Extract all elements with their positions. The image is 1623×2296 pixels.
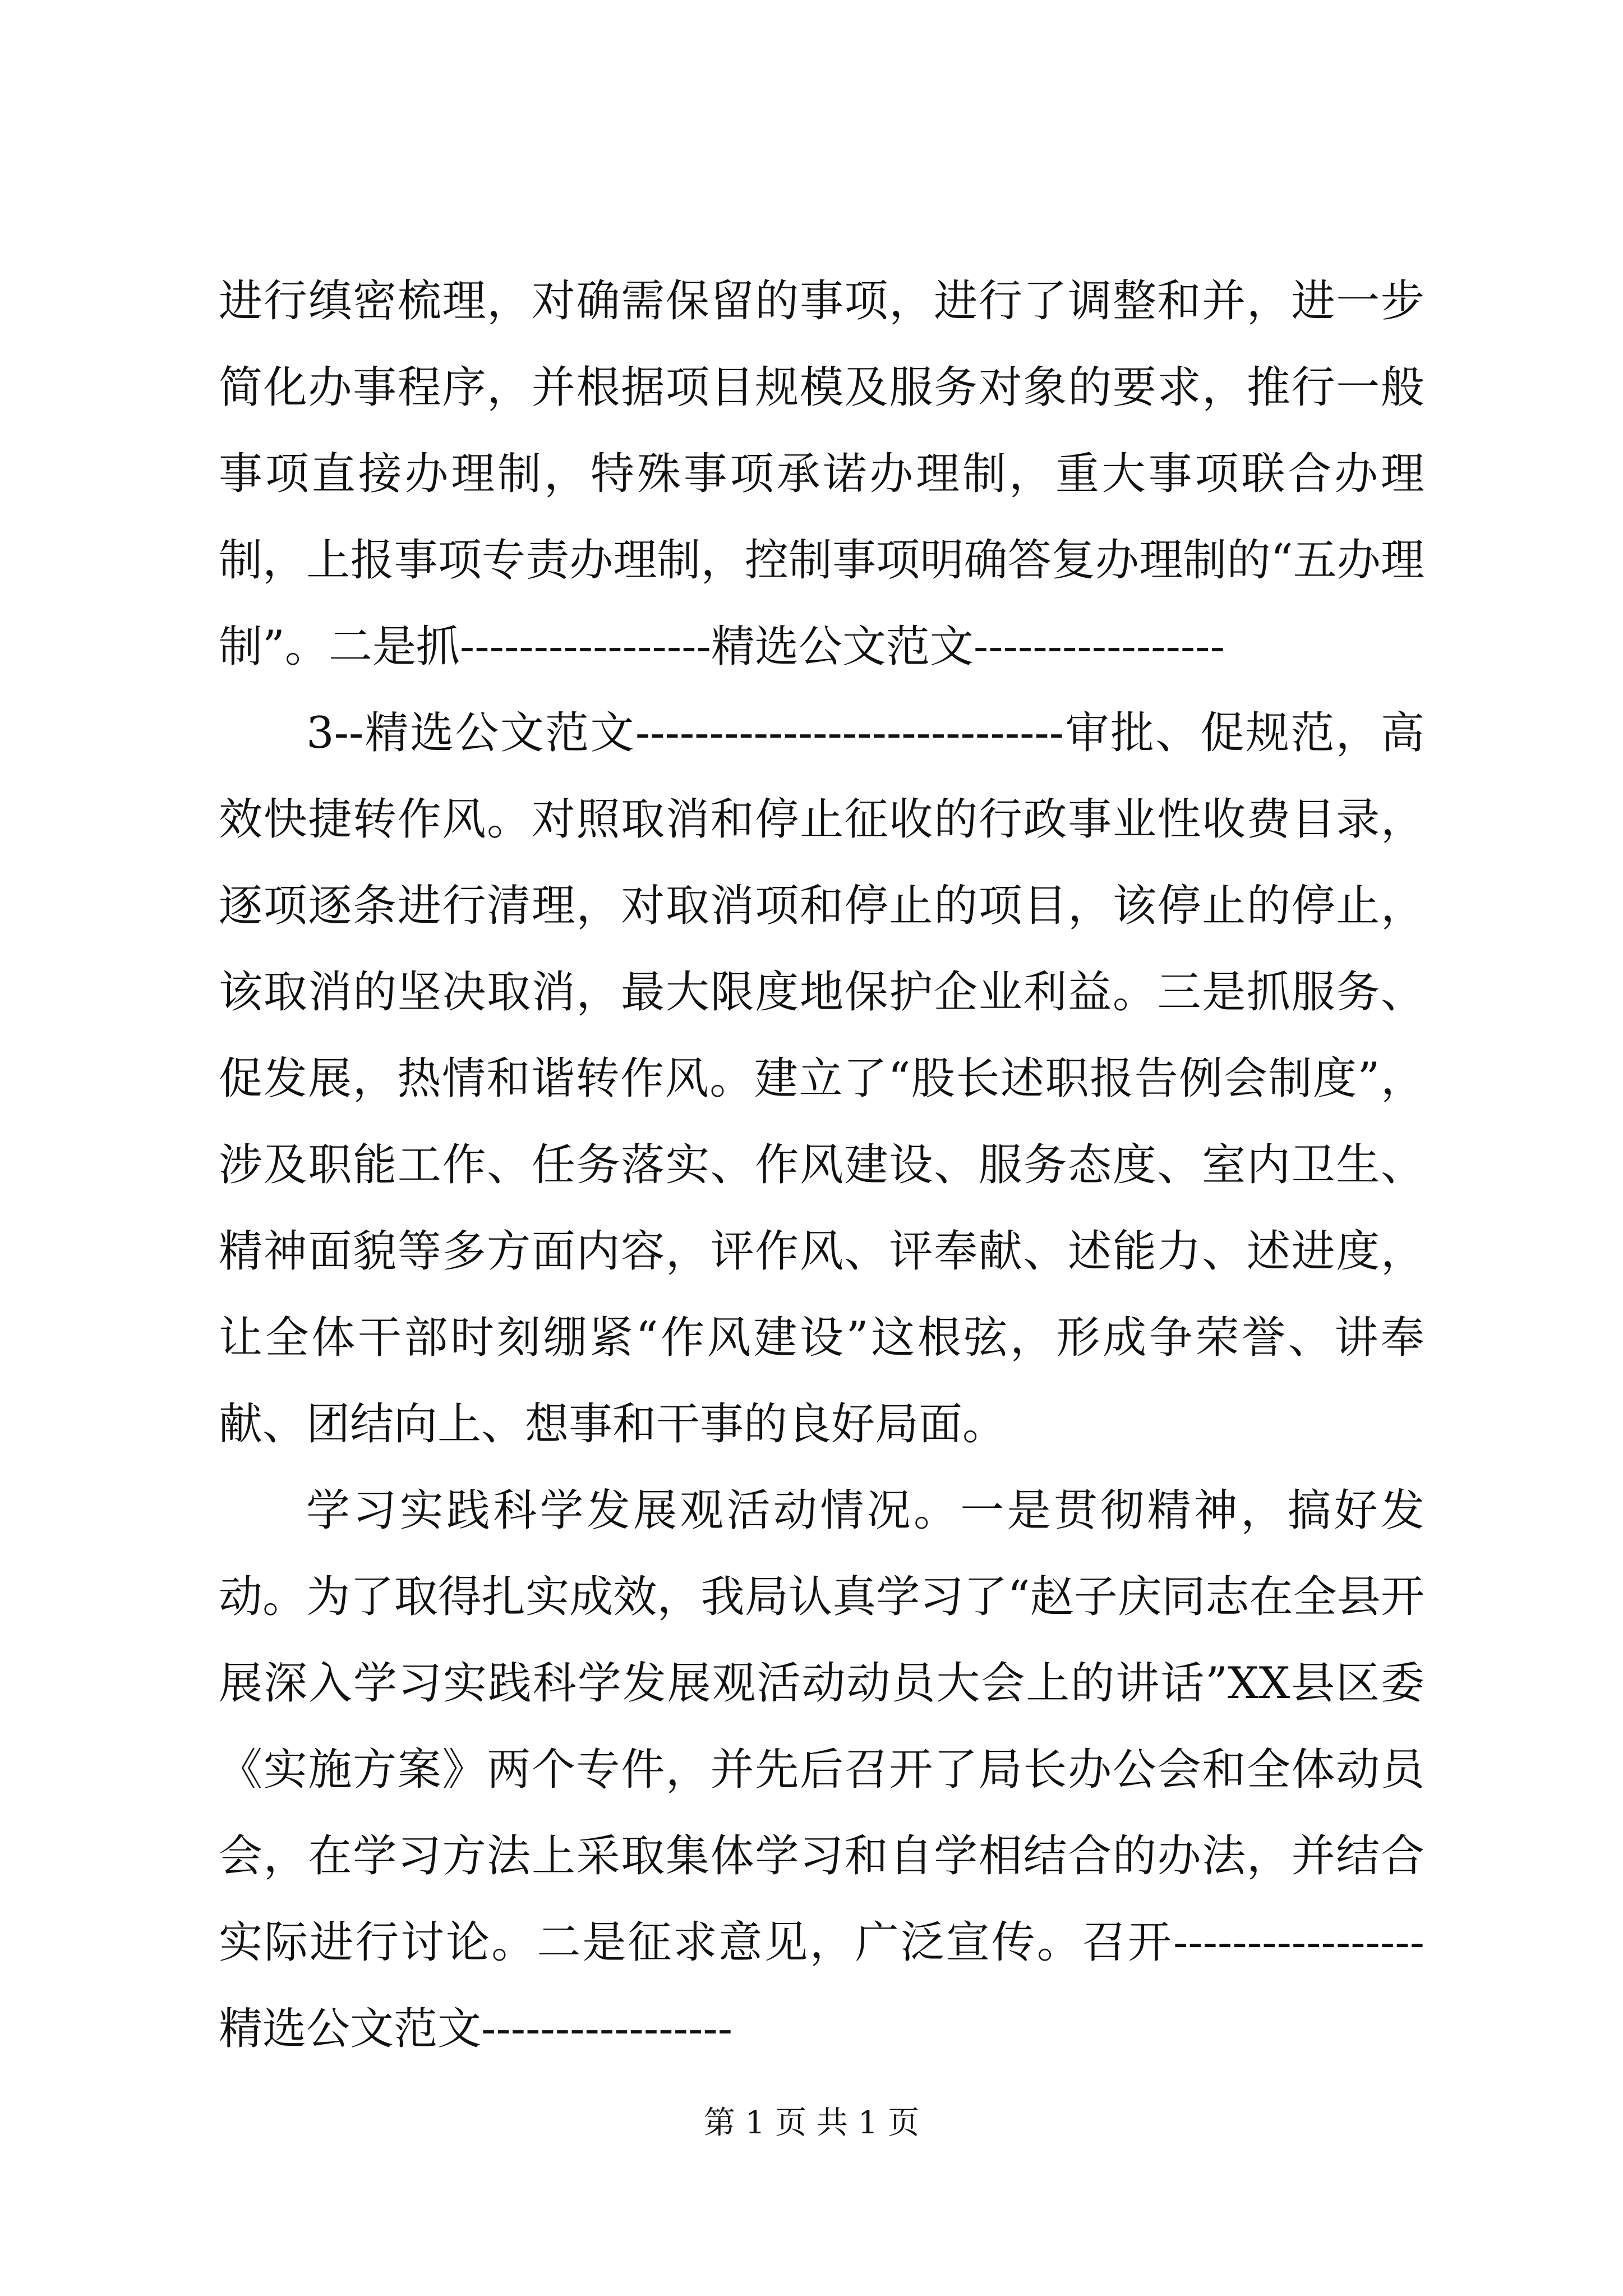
paragraph-3: 学习实践科学发展观活动情况。一是贯彻精神，搞好发动。为了取得扎实成效，我局认真学习了“赵子庆同志在全县开展深入学习实践科学发展观活动动员大会上的讲话”XX县区委《实施方案》两个专件，并先后召开了局长办公会和全体动员会，在学习方法上采取集体学习和自学相结合的办法，并结合实际进行讨论。二是征求意见，广泛宣传。召开-----------------精选公文范文----------------- (219, 1485, 1424, 2054)
document-body (219, 258, 1424, 2072)
paragraph-2: 3--精选公文范文-----------------------------审批、促规范，高效快捷转作风。对照取消和停止征收的行政事业性收费目录，逐项逐条进行清理，对取消项和停止的项目，该停止的停止，该取消的坚决取消，最大限度地保护企业利益。三是抓服务、促发展，热情和谐转作风。建立了“股长述职报告例会制度”，涉及职能工作、任务落实、作风建设、服务态度、室内卫生、精神面貌等多方面内容，评作风、评奉献、述能力、述进度，让全体干部时刻绷紧“作风建设”这根弦，形成争荣誉、讲奉献、团结向上、想事和干事的良好局面。 (219, 708, 1424, 1450)
paragraph-1: 进行缜密梳理，对确需保留的事项，进行了调整和并，进一步简化办事程序，并根据项目规模及服务对象的要求，推行一般事项直接办理制，特殊事项承诺办理制，重大事项联合办理制，上报事项专责办理制，控制事项明确答复办理制的“五办理制”。二是抓-----------------精选公文范文----------------- (219, 276, 1424, 672)
page-footer: 第 1 页 共 1 页 (703, 2105, 920, 2141)
